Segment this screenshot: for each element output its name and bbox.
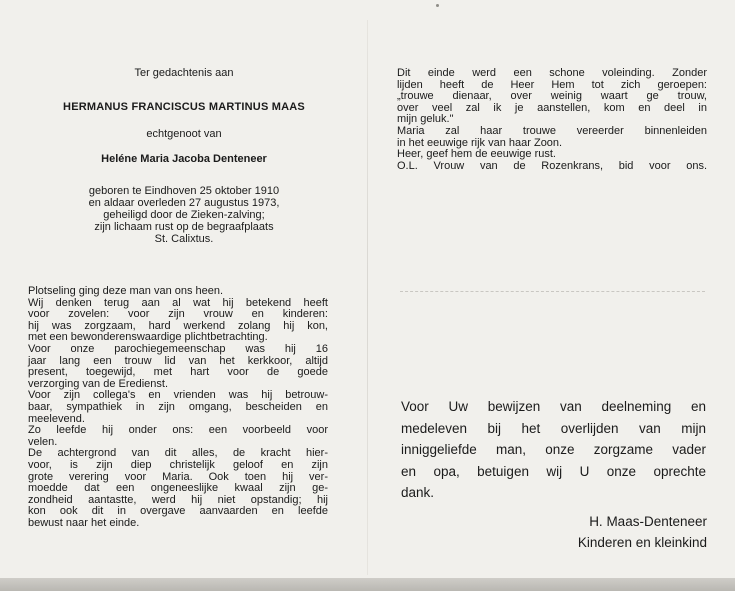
detail-line: St. Calixtus. bbox=[154, 233, 214, 245]
detail-line: en aldaar overleden 27 augustus 1973, bbox=[88, 197, 280, 209]
text-line: hij was zorgzaam, hard werkend zolang hij kon, bbox=[28, 319, 328, 332]
text-line: met een bewonderenswaardige plichtbetrachting. bbox=[28, 331, 268, 344]
birth-death-details bbox=[0, 185, 368, 245]
text-line: bewust naar het einde. bbox=[28, 516, 140, 529]
text-line: De achtergrond van dit alles, de kracht hier- bbox=[28, 447, 328, 460]
text-line: voor, is zijn diep christelijk geloof en zijn bbox=[28, 458, 328, 471]
text-line: Voor onze parochiegemeenschap was hij 16 bbox=[28, 342, 328, 355]
text-line: meelevend. bbox=[28, 412, 85, 425]
divider-line bbox=[400, 291, 705, 292]
text-line: Voor Uw bewijzen van deelneming en bbox=[401, 399, 706, 414]
detail-line: zijn lichaam rust op de begraafplaats bbox=[94, 221, 274, 233]
text-line: in het eeuwige rijk van haar Zoon. bbox=[397, 136, 563, 149]
intro-text: Ter gedachtenis aan bbox=[134, 67, 234, 79]
text-line: „trouwe dienaar, over weinig waart ge trouw, bbox=[397, 90, 707, 103]
text-line: over veel zal ik je aanstellen, kom en deel in bbox=[397, 101, 707, 114]
text-line: en opa, betuigen wij U onze oprechte bbox=[401, 463, 706, 479]
signature-name: H. Maas-Denteneer bbox=[589, 514, 707, 529]
life-description bbox=[28, 286, 328, 529]
card-bottom-edge bbox=[0, 578, 735, 591]
text-line: jaar lang een trouw lid van het kerkkoor, altijd bbox=[28, 354, 328, 367]
paper-mark bbox=[436, 4, 439, 7]
signature-family: Kinderen en kleinkind bbox=[577, 535, 707, 550]
spouse-of-text: echtgenoot van bbox=[146, 128, 222, 140]
text-line: Voor zijn collega's en vrienden was hij betrouw- bbox=[28, 389, 328, 402]
text-line: Zo leefde hij onder ons: een voorbeeld voor bbox=[28, 424, 328, 437]
detail-line: geheiligd door de Zieken-zalving; bbox=[103, 209, 265, 221]
text-line: verzorging van de Eredienst. bbox=[28, 377, 169, 390]
detail-line: geboren te Eindhoven 25 oktober 1910 bbox=[88, 185, 280, 197]
text-line: Heer, geef hem de eeuwige rust. bbox=[397, 148, 556, 161]
text-line: Dit einde werd een schone voleinding. Zonder bbox=[397, 67, 707, 79]
text-line: Plotseling ging deze man van ons heen. bbox=[28, 285, 224, 297]
text-line: kon ook dit in overgave aanvaarden en leefde bbox=[28, 505, 328, 518]
text-line: inniggeliefde man, onze zorgzame vader bbox=[401, 442, 706, 457]
text-line: Maria zal haar trouwe vereerder binnenleiden bbox=[397, 124, 707, 137]
text-line: present, toegewijd, met hart voor de goede bbox=[28, 366, 328, 379]
text-line: dank. bbox=[401, 485, 435, 500]
prayer-text bbox=[397, 68, 707, 172]
text-line: lijden heeft de Heer Hem tot zich geroepen: bbox=[397, 78, 707, 91]
text-line: velen. bbox=[28, 435, 58, 448]
text-line: zondheid aantastte, werd hij niet opstandig; hij bbox=[28, 493, 328, 506]
text-line: mijn geluk." bbox=[397, 113, 454, 126]
deceased-name: HERMANUS FRANCISCUS MARTINUS MAAS bbox=[63, 101, 305, 113]
thank-you-text bbox=[401, 396, 706, 504]
text-line: grote verering voor Maria. Ook toen hij ver- bbox=[28, 470, 328, 483]
text-line: baar, sympathiek in zijn omgang, bescheiden en bbox=[28, 400, 328, 413]
text-line: O.L. Vrouw van de Rozenkrans, bid voor ons. bbox=[397, 159, 707, 172]
text-line: medeleven bij het overlijden van mijn bbox=[401, 420, 706, 436]
text-line: voor zovelen: voor zijn vrouw en kinderen: bbox=[28, 308, 328, 321]
text-line: moedde dat een ongeneeslijke kwaal zijn ge- bbox=[28, 482, 328, 495]
spouse-name: Heléne Maria Jacoba Denteneer bbox=[101, 153, 267, 165]
text-line: Wij denken terug aan al wat hij betekend heeft bbox=[28, 296, 328, 309]
